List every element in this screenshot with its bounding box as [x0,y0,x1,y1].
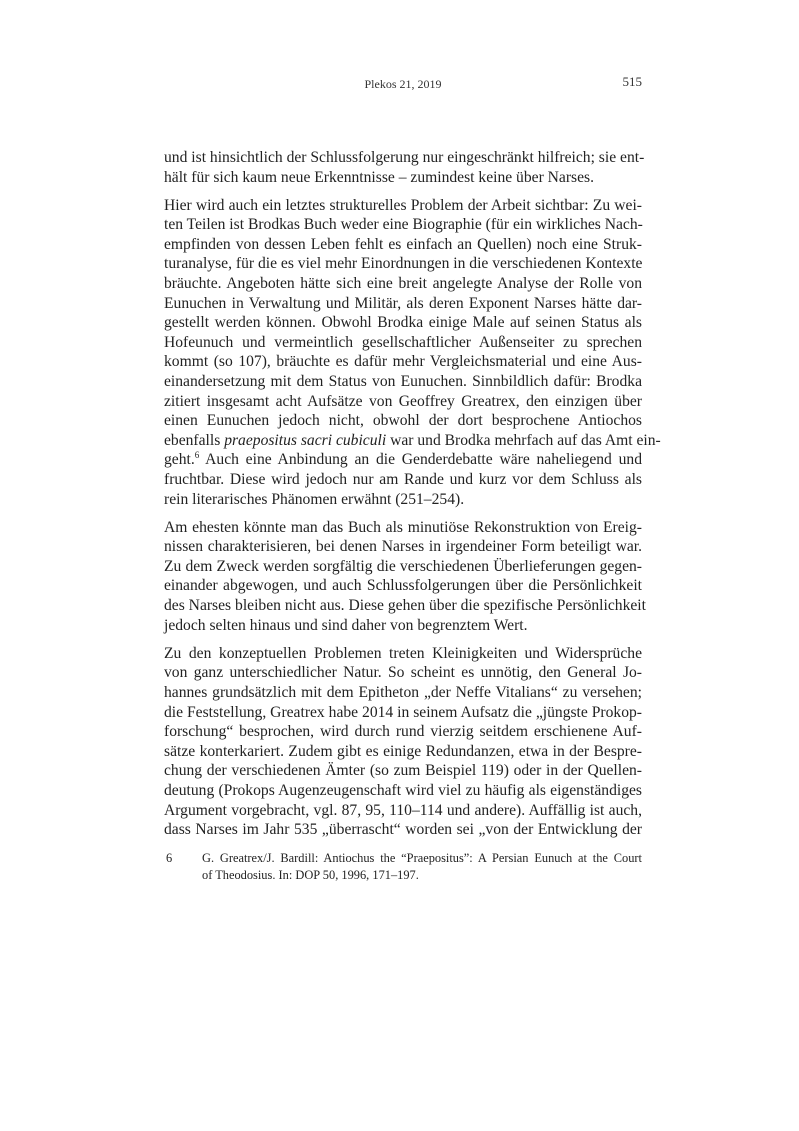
text-line: Argument vorgebracht, vgl. 87, 95, 110–114 und andere). Auffällig ist auch, [164,801,642,819]
page-number: 515 [622,74,642,89]
footnote-reference[interactable]: 6 [194,450,200,461]
text-line: die Feststellung, Greatrex habe 2014 in seinem Aufsatz die „jüngste Prokop- [164,703,642,721]
text-line: turanalyse, für die es viel mehr Einordnungen in die verschiedenen Kontexte [164,255,643,273]
text-segment: Auch eine Anbindung an die Genderdebatte wäre naheliegend und [199,451,642,469]
text-line: rein literarisches Phänomen erwähnt (251–254). [164,490,465,508]
text-line: einen Eunuchen jedoch nicht, obwohl der dort besprochene Antiochos [164,412,642,430]
text-line: sätze konterkariert. Zudem gibt es einige Redundanzen, etwa in der Bespre- [164,742,642,760]
paragraph-1 [164,148,645,187]
text-line: bräuchte. Angeboten hätte sich eine breit angelegte Analyse der Rolle von [164,275,642,293]
text-line: hält für sich kaum neue Erkenntnisse – zumindest keine über Narses. [164,168,595,186]
italic-latin-term: praepositus sacri cubiculi [224,431,387,449]
body-text [164,148,661,848]
text-line: einandersetzung mit dem Status von Eunuchen. Sinnbildlich dafür: Brodka [164,373,642,391]
text-line: kommt (so 107), bräuchte es dafür mehr Vergleichsmaterial und eine Aus- [164,353,642,371]
text-line: Hofeunuch und vermeintlich gesellschaftlicher Außenseiter zu sprechen [164,333,642,351]
text-line: Hier wird auch ein letztes strukturelles Problem der Arbeit sichtbar: Zu wei- [164,196,642,214]
text-line-with-footnote-ref [164,450,642,470]
text-line: hannes grundsätzlich mit dem Epitheton „der Neffe Vitalians“ zu versehen; [164,683,642,701]
text-line: Zu den konzeptuellen Problemen treten Kleinigkeiten und Widersprüche [164,644,642,662]
text-line: chung der verschiedenen Ämter (so zum Beispiel 119) oder in der Quellen- [164,762,642,780]
text-line: einander abgewogen, und auch Schlussfolgerungen über die Persönlichkeit [164,577,642,595]
running-header [164,74,642,94]
text-segment: geht. [164,451,195,469]
footnote-number: 6 [166,851,173,865]
footnote-6 [164,850,642,883]
text-line: fruchtbar. Diese wird jedoch nur am Rande und kurz vor dem Schluss als [164,471,642,488]
footnotes [164,850,642,883]
text-line: forschung“ besprochen, wird durch rund vierzig seitdem erschienene Auf- [164,723,642,741]
footnote-line: of Theodosius. In: DOP 50, 1996, 171–197. [202,867,419,882]
paragraph-4 [164,644,642,840]
text-line: von ganz unterschiedlicher Natur. So scheint es unnötig, den General Jo- [164,664,642,682]
text-line: ten Teilen ist Brodkas Buch weder eine Biographie (für ein wirkliches Nach- [164,216,643,234]
text-line: des Narses bleiben nicht aus. Diese gehen über die spezifische Persönlichkeit [164,597,646,615]
text-line: Am ehesten könnte man das Buch als minutiöse Rekonstruktion von Ereig- [164,518,642,536]
text-line: gestellt werden können. Obwohl Brodka einige Male auf seinen Status als [164,314,642,332]
text-line: deutung (Prokops Augenzeugenschaft wird viel zu häufig als eigenständiges [164,781,642,799]
text-line: und ist hinsichtlich der Schlussfolgerung nur eingeschränkt hilfreich; sie ent- [164,149,645,166]
text-line: dass Narses im Jahr 535 „überrascht“ worden sei „von der Entwicklung der [164,821,642,839]
text-segment: ebenfalls [164,431,225,449]
text-line: nissen charakterisieren, bei denen Narses in irgendeiner Form beteiligt war. [164,538,642,556]
paragraph-3 [164,518,646,636]
text-line: jedoch selten hinaus und sind daher von begrenztem Wert. [164,616,528,634]
journal-title: Plekos 21, 2019 [364,77,442,91]
text-line: Zu dem Zweck werden sorgfältig die verschiedenen Überlieferungen gegen- [164,557,642,575]
text-line-with-italic [164,431,661,451]
text-line: empfinden von dessen Leben fehlt es einfach an Quellen) noch eine Struk- [164,235,642,253]
paragraph-2 [164,196,661,510]
text-segment: war und Brodka mehrfach auf das Amt ein- [386,431,661,449]
text-line: zitiert insgesamt acht Aufsätze von Geoffrey Greatrex, den einzigen über [164,392,642,410]
text-line: Eunuchen in Verwaltung und Militär, als deren Exponent Narses hätte dar- [164,294,642,312]
footnote-line: G. Greatrex/J. Bardill: Antiochus the “Praepositus”: A Persian Eunuch at the Court [202,851,642,865]
